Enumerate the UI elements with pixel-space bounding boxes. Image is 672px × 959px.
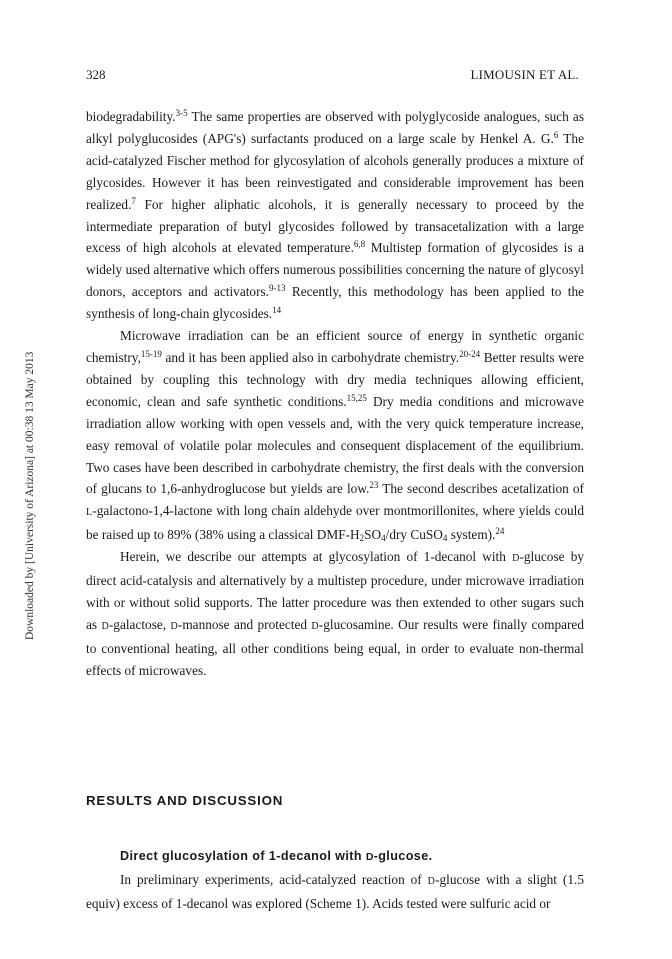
text-run: Microwave irradiation can be an efficient source of energy in synthetic organic chemistry,	[86, 328, 584, 365]
subscript: 4	[381, 533, 386, 544]
small-caps: D	[427, 876, 436, 887]
text-run: /dry CuSO	[385, 527, 443, 543]
citation-ref: 15,25	[346, 392, 367, 403]
small-caps: D	[101, 620, 109, 632]
download-watermark: Downloaded by [University of Arizona] at 00:38 13 May 2013	[24, 351, 36, 640]
citation-ref: 6	[553, 129, 559, 140]
citation-ref: 14	[272, 305, 282, 316]
citation-ref: 23	[369, 480, 379, 491]
results-text	[86, 869, 584, 915]
text-run: The acid-catalyzed Fischer method for glycosylation of alcohols generally produces a mixture of glycosides. However it has been reinvestigated and considerable improvement has been realized.	[86, 130, 584, 212]
citation-ref: 15-19	[140, 348, 162, 359]
text-run: and it has been applied also in carbohydrate chemistry.	[161, 349, 460, 365]
running-head: LIMOUSIN ET AL.	[470, 67, 579, 82]
paragraph-4	[86, 869, 584, 915]
text-run: system).	[447, 527, 496, 543]
text-run: The second describes acetalization of	[378, 481, 584, 497]
citation-ref: 9-13	[269, 283, 286, 294]
subscript: 4	[442, 533, 448, 544]
text-run: SO	[364, 527, 382, 543]
intro-text	[86, 106, 584, 682]
paragraph-1	[86, 106, 584, 325]
text-run: biodegradability.	[86, 109, 176, 124]
text-run: Recently, this methodology has been applied to the synthesis of long-chain glycosides.	[86, 284, 584, 322]
text-run: Herein, we describe our attempts at glycosylation of 1-decanol with	[120, 549, 513, 565]
text-run: For higher aliphatic alcohols, it is generally necessary to proceed by the intermediate preparation of butyl glycosides followed by transacetalization with a large excess of high alcohols at elevated temperature.	[86, 196, 584, 256]
paragraph-3	[86, 546, 584, 681]
small-caps: D	[512, 553, 520, 565]
subscript: 2	[359, 533, 365, 544]
subsection-heading	[120, 849, 433, 863]
text-run: Direct glucosylation of 1-decanol with	[120, 849, 366, 863]
small-caps: D	[365, 851, 374, 863]
text-run: -glucose by direct acid-catalysis and alternatively by a multistep procedure, under microwave irradiation with or without solid supports. The latter procedure was then extended to other sugars such as	[86, 549, 584, 632]
text-run: -glucose with a slight (1.5 equiv) excess of 1-decanol was explored (Scheme 1). Acids tested were sulfuric acid or	[86, 872, 584, 911]
text-run: -galactose,	[108, 616, 171, 632]
text-run: Multistep formation of glycosides is a widely used alternative which offers numerous possibilities concerning the nature of glycosyl donors, acceptors and activators.	[86, 240, 584, 300]
citation-ref: 7	[131, 195, 136, 206]
text-run: Dry media conditions and microwave irradiation allow working with open vessels and, with the very quick temperature increase, easy removal of volatile polar molecules and consequent displacement of the equilibrium. Two cases have been described in carbohydrate chemistry, the first deals with the conversion of glucans to 1,6-anhydroglucose but yields are low.	[86, 393, 584, 497]
small-caps: L	[86, 507, 93, 519]
page-number: 328	[86, 67, 106, 82]
citation-ref: 3-5	[175, 108, 188, 118]
section-heading: RESULTS AND DISCUSSION	[86, 793, 284, 808]
text-run: -galactono-1,4-lactone with long chain aldehyde over montmorillonites, where yields could be raised up to 89% (38% using a classical DMF-H	[86, 503, 584, 543]
small-caps: D	[170, 620, 178, 632]
citation-ref: 6,8	[353, 239, 366, 250]
text-run: -glucosamine. Our results were finally compared to conventional heating, all other conditions being equal, in order to evaluate non-thermal effects of microwaves.	[86, 616, 584, 678]
paragraph-2	[86, 325, 584, 546]
text-run: In preliminary experiments, acid-catalyzed reaction of	[120, 872, 428, 887]
text-run: The same properties are observed with polyglycoside analogues, such as alkyl polyglucosides (APG's) surfactants produced on a large scale by Henkel A. G.	[86, 109, 584, 146]
small-caps: D	[311, 620, 319, 632]
text-run: Better results were obtained by coupling this technology with dry media techniques allowing efficient, economic, clean and safe synthetic conditions.	[86, 349, 584, 409]
text-run: -mannose and protected	[177, 616, 312, 632]
citation-ref: 20-24	[459, 348, 481, 359]
text-run: -glucose.	[373, 849, 433, 863]
citation-ref: 24	[495, 526, 505, 537]
